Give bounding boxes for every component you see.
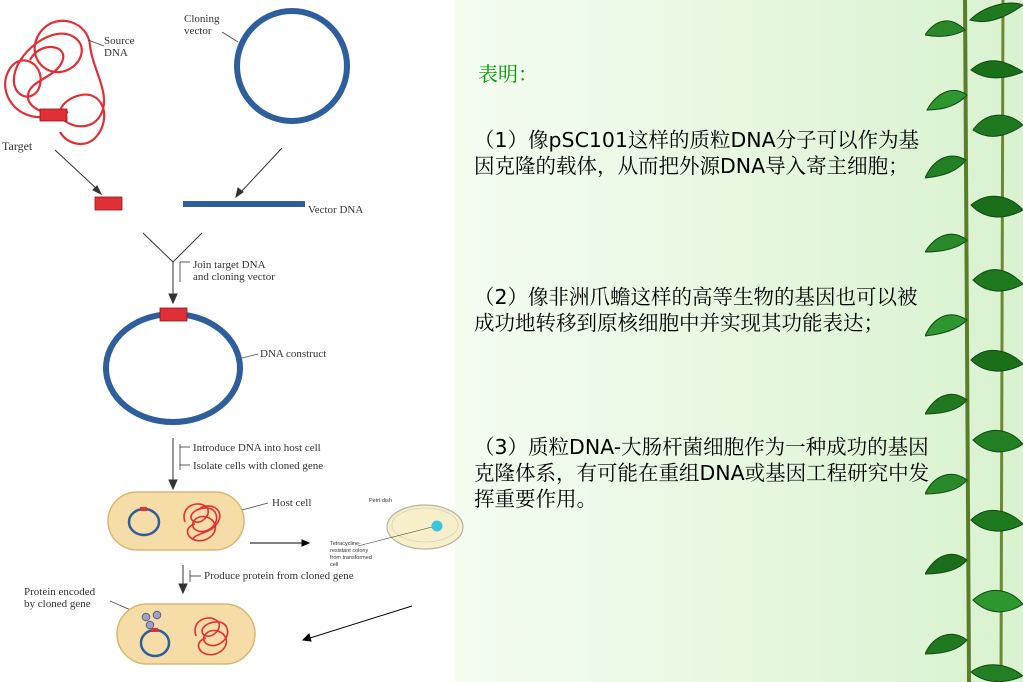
source-dna-label-2: DNA [104,47,128,59]
vector-dna-label: Vector DNA [308,204,364,216]
target-label: Target [2,139,33,153]
vector-dna-linear [183,201,305,207]
protein-label-1: Protein encoded [24,586,96,598]
dna-construct-circle [106,314,240,422]
resistant-colony [432,521,443,532]
dna-construct-label: DNA construct [260,348,327,360]
colony-note-3: from transformed [330,555,372,561]
gene-cloning-diagram [0,0,470,682]
target-fragment [95,197,122,210]
paragraph-1: （1）像pSC101这样的质粒DNA分子可以作为基因克隆的载体，从而把外源DNA导入寄主细胞； [474,128,920,178]
colony-note-2: resistant colony [330,548,369,554]
inserted-target-gene [160,308,187,321]
cloning-vector-label-2: vector [184,25,212,37]
produce-step-label: Produce protein from cloned gene [204,570,354,582]
colony-note-4: cell [330,562,339,568]
source-dna-coil [5,21,104,144]
protein-producing-cell [117,604,255,664]
protein-label-2: by cloned gene [24,598,91,610]
cloning-vector-label-1: Cloning [184,13,220,25]
bamboo-decoration [925,0,1023,682]
join-step-label-1: Join target DNA [193,259,266,271]
paragraph-2: （2）像非洲爪蟾这样的高等生物的基因也可以被成功地转移到原核细胞中并实现其功能表达； [474,285,918,335]
introduce-step-label-2: Isolate cells with cloned gene [193,460,324,472]
introduce-step-label-1: Introduce DNA into host cell [193,442,321,454]
target-gene-segment [40,109,67,121]
petri-dish-label: Petri dish [369,498,392,504]
join-step-label-2: and cloning vector [193,271,275,283]
cloning-vector-circle [237,11,347,121]
source-dna-label-1: Source [104,35,135,47]
colony-note-1: Tetracycline- [330,541,361,547]
paragraph-3: （3）质粒DNA-大肠杆菌细胞作为一种成功的基因克隆体系，有可能在重组DNA或基因工程研究中发挥重要作用。 [474,435,930,511]
host-cell-label: Host cell [272,497,312,509]
heading: 表明： [478,62,538,86]
